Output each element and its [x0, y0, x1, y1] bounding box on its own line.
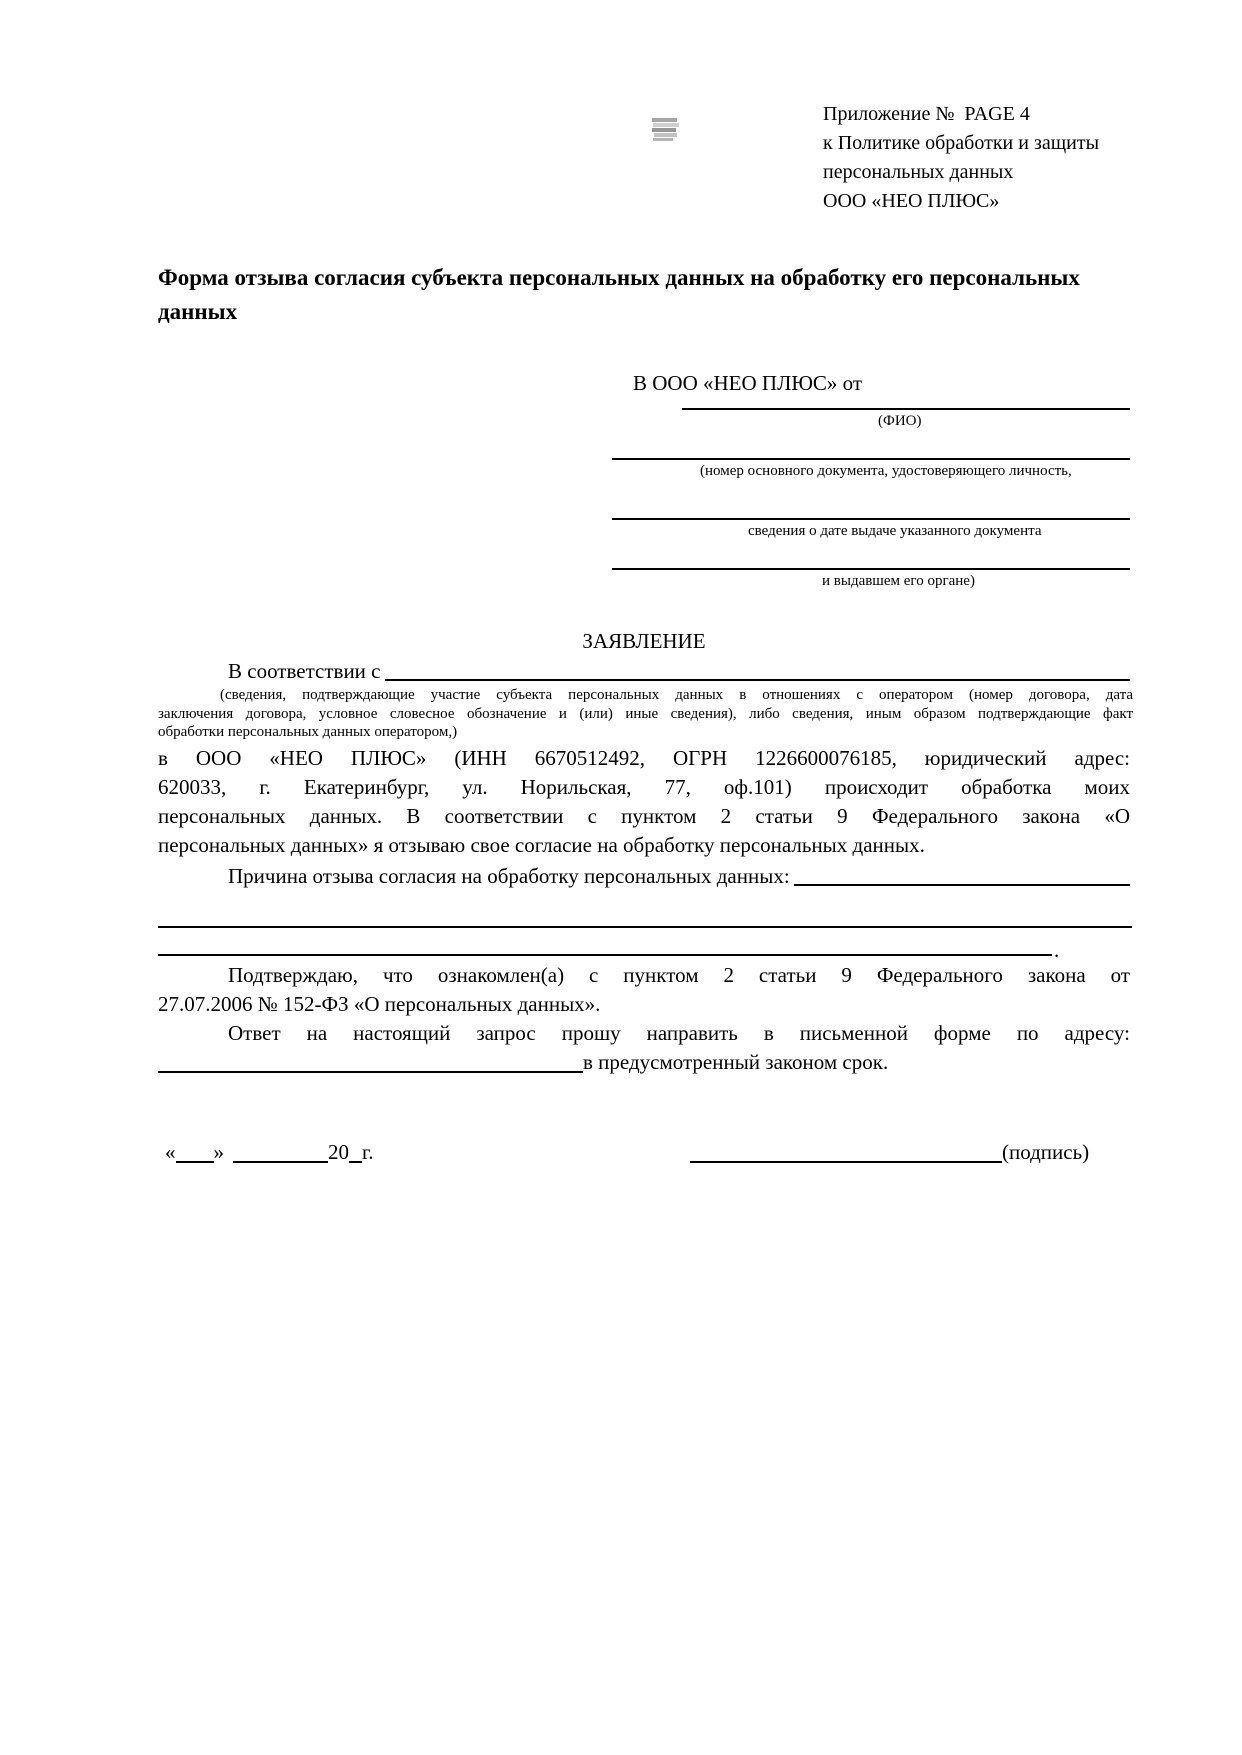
close-quote: »: [213, 1140, 224, 1164]
header-line-policy: к Политике обработки и защиты: [823, 132, 1100, 154]
header-line-company: ООО «НЕО ПЛЮС»: [823, 190, 1000, 212]
reply-tail-text: в предусмотренный законом срок.: [583, 1050, 889, 1074]
fio-caption: (ФИО): [878, 413, 922, 429]
body-line: 620033, г. Екатеринбург, ул. Норильская, 77, оф.101) происходит обработка моих: [158, 775, 1130, 799]
header-block: [823, 100, 1099, 216]
address-blank-field[interactable]: [158, 1069, 583, 1073]
reason-row: [158, 862, 1130, 891]
blurred-image-placeholder-icon: [652, 116, 679, 143]
statement-intro-row: [158, 657, 1130, 686]
body-line: персональных данных» я отзываю свое согласие на обработку персональных данных.: [158, 833, 925, 857]
open-quote: «: [165, 1140, 176, 1164]
fine-print-line: заключения договора, условное словесное обозначение и (или) иные сведения), либо сведения, иным образом подтверждающие факт: [158, 705, 1133, 722]
document-title: Форма отзыва согласия субъекта персональных данных на обработку его персональных данных: [158, 265, 1080, 324]
issue-date-caption: сведения о дате выдаче указанного документа: [748, 523, 1042, 539]
header-line-appendix: Приложение № PAGE 4: [823, 103, 1030, 125]
issue-date-blank-field[interactable]: [612, 518, 1130, 520]
fine-print-line: (сведения, подтверждающие участие субъекта персональных данных в отношениях с оператором (номер договора, дата: [220, 687, 1133, 703]
reply-request-line: Ответ на настоящий запрос прошу направить в письменной форме по адресу:: [228, 1021, 1130, 1045]
year-suffix: г.: [362, 1140, 374, 1164]
statement-body: [158, 744, 1130, 860]
id-document-number-caption: (номер основного документа, удостоверяющего личность,: [700, 463, 1072, 479]
issuing-authority-blank-field[interactable]: [612, 568, 1130, 570]
day-blank-field[interactable]: [176, 1159, 214, 1163]
signature-field: [690, 1140, 1089, 1165]
signature-caption: (подпись): [1002, 1140, 1090, 1164]
month-blank-field[interactable]: [233, 1159, 328, 1163]
signature-blank-field[interactable]: [690, 1159, 1002, 1163]
blurred-stripes-icon: [652, 116, 679, 143]
header-line-personal-data: персональных данных: [823, 161, 1014, 183]
confirmation-line: 27.07.2006 № 152-ФЗ «О персональных данных».: [158, 992, 601, 1016]
reason-blank-field[interactable]: [794, 884, 1130, 886]
reason-terminating-period: .: [1054, 938, 1060, 962]
issuing-authority-caption: и выдавшем его органе): [822, 573, 975, 589]
fio-blank-field[interactable]: [682, 408, 1130, 410]
year-prefix: 20: [328, 1140, 349, 1164]
year-blank-field[interactable]: [349, 1159, 362, 1163]
addressee-line: В ООО «НЕО ПЛЮС» от: [633, 371, 863, 395]
body-line: в ООО «НЕО ПЛЮС» (ИНН 6670512492, ОГРН 1226600076185, юридический адрес:: [158, 746, 1130, 770]
basis-blank-field[interactable]: [385, 679, 1131, 681]
statement-heading: ЗАЯВЛЕНИЕ: [582, 629, 706, 653]
reason-blank-line-2[interactable]: [158, 926, 1132, 928]
fine-print-line: обработки персональных данных оператором,): [158, 724, 458, 740]
confirmation-line: Подтверждаю, что ознакомлен(а) с пунктом 2 статьи 9 Федерального закона от: [228, 963, 1130, 987]
date-field: [165, 1140, 374, 1165]
id-document-number-blank-field[interactable]: [612, 458, 1130, 460]
fine-print-block: [158, 686, 1133, 742]
reason-blank-line-3[interactable]: [158, 954, 1052, 956]
intro-prefix-text: В соответствии с: [228, 659, 381, 683]
reply-address-row: [158, 1048, 1130, 1077]
body-line: персональных данных. В соответствии с пунктом 2 статьи 9 Федерального закона «О: [158, 804, 1130, 828]
reason-label: Причина отзыва согласия на обработку персональных данных:: [228, 864, 790, 888]
